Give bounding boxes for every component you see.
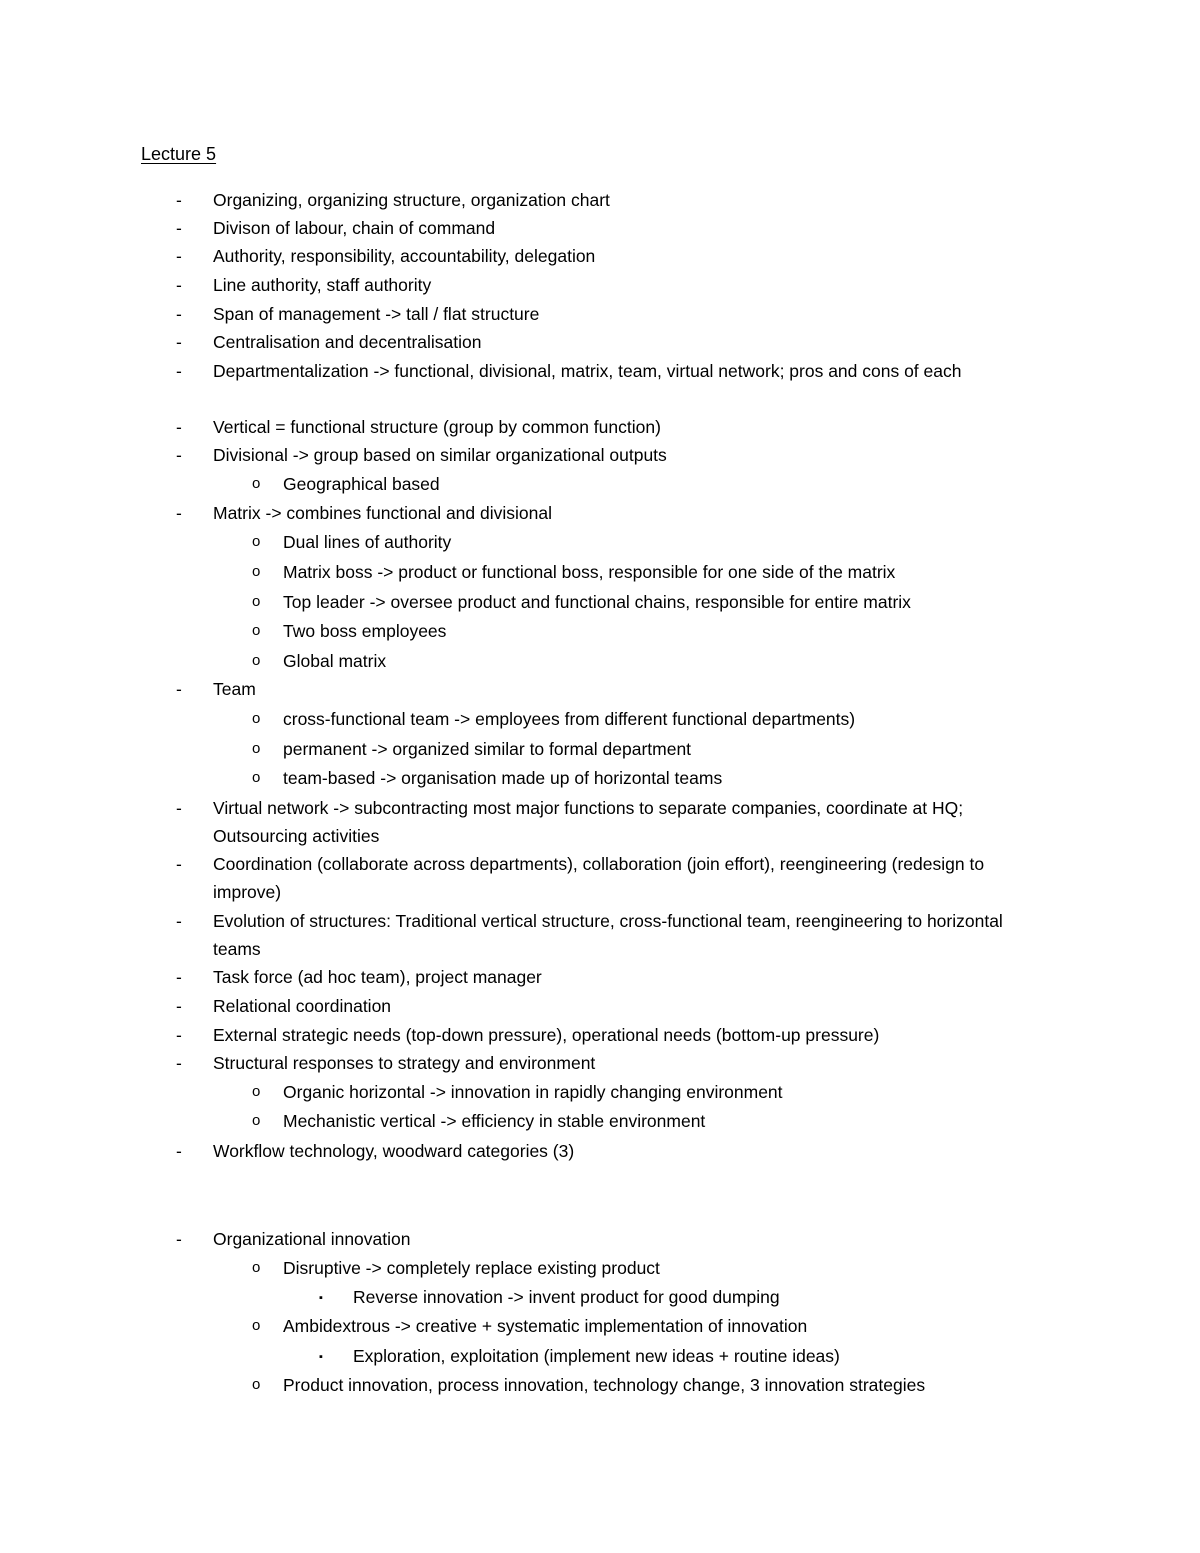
sub-list-item: o Mechanistic vertical -> efficiency in stable environment xyxy=(283,1107,705,1135)
dash-bullet: - xyxy=(176,417,182,437)
circle-bullet: o xyxy=(252,652,261,669)
dash-bullet: - xyxy=(176,911,182,931)
dash-bullet: - xyxy=(176,445,182,465)
list-item: - Structural responses to strategy and environment xyxy=(213,1049,595,1077)
circle-bullet: o xyxy=(252,740,261,757)
circle-bullet: o xyxy=(252,593,261,610)
list-item: - Centralisation and decentralisation xyxy=(213,328,482,356)
dash-bullet: - xyxy=(176,798,182,818)
dash-bullet: - xyxy=(176,246,182,266)
sub-list-item: o Two boss employees xyxy=(283,617,446,645)
dash-bullet: - xyxy=(176,996,182,1016)
circle-bullet: o xyxy=(252,1376,261,1393)
circle-bullet: o xyxy=(252,769,261,786)
sub-list-item: o Product innovation, process innovation, technology change, 3 innovation strategies xyxy=(283,1371,925,1399)
sub-list-item: o Geographical based xyxy=(283,470,440,498)
sub-list-item: o Dual lines of authority xyxy=(283,528,451,556)
dash-bullet: - xyxy=(176,361,182,381)
sub-sub-list-item: ▪ Exploration, exploitation (implement new ideas + routine ideas) xyxy=(353,1342,840,1370)
dash-bullet: - xyxy=(176,967,182,987)
dash-bullet: - xyxy=(176,190,182,210)
dash-bullet: - xyxy=(176,1025,182,1045)
list-item: - Virtual network -> subcontracting most major functions to separate companies, coordinate at HQ; Outsourcing activities xyxy=(213,794,1033,850)
list-item: - Task force (ad hoc team), project manager xyxy=(213,963,542,991)
dash-bullet: - xyxy=(176,1053,182,1073)
dash-bullet: - xyxy=(176,1229,182,1249)
sub-list-item: o cross-functional team -> employees from different functional departments) xyxy=(283,705,855,733)
circle-bullet: o xyxy=(252,1112,261,1129)
list-item: - Vertical = functional structure (group by common function) xyxy=(213,413,661,441)
list-item: - Authority, responsibility, accountability, delegation xyxy=(213,242,595,270)
circle-bullet: o xyxy=(252,1083,261,1100)
dash-bullet: - xyxy=(176,679,182,699)
list-item: - External strategic needs (top-down pressure), operational needs (bottom-up pressure) xyxy=(213,1021,879,1049)
circle-bullet: o xyxy=(252,475,261,492)
list-item: - Matrix -> combines functional and divisional xyxy=(213,499,552,527)
page-title: Lecture 5 xyxy=(141,144,217,164)
sub-sub-list-item: ▪ Reverse innovation -> invent product for good dumping xyxy=(353,1283,780,1311)
dash-bullet: - xyxy=(176,332,182,352)
sub-list-item: o Global matrix xyxy=(283,647,386,675)
dash-bullet: - xyxy=(176,503,182,523)
list-item: - Evolution of structures: Traditional vertical structure, cross-functional team, reengineering to horizontal teams xyxy=(213,907,1033,963)
sub-list-item: o Top leader -> oversee product and functional chains, responsible for entire matrix xyxy=(283,588,911,616)
sub-list-item: o team-based -> organisation made up of horizontal teams xyxy=(283,764,722,792)
list-item: - Divisional -> group based on similar organizational outputs xyxy=(213,441,667,469)
sub-list-item: o Disruptive -> completely replace existing product xyxy=(283,1254,660,1282)
list-item: - Relational coordination xyxy=(213,992,391,1020)
dash-bullet: - xyxy=(176,275,182,295)
list-item: - Line authority, staff authority xyxy=(213,271,431,299)
square-bullet: ▪ xyxy=(319,1351,323,1363)
list-item: - Span of management -> tall / flat structure xyxy=(213,300,539,328)
dash-bullet: - xyxy=(176,218,182,238)
circle-bullet: o xyxy=(252,533,261,550)
list-item: - Organizational innovation xyxy=(213,1225,411,1253)
list-item: - Team xyxy=(213,675,256,703)
list-item: - Workflow technology, woodward categories (3) xyxy=(213,1137,574,1165)
sub-list-item: o Organic horizontal -> innovation in rapidly changing environment xyxy=(283,1078,783,1106)
circle-bullet: o xyxy=(252,622,261,639)
circle-bullet: o xyxy=(252,563,261,580)
dash-bullet: - xyxy=(176,1141,182,1161)
list-item: - Coordination (collaborate across departments), collaboration (join effort), reengineering (redesign to improve) xyxy=(213,850,1033,906)
dash-bullet: - xyxy=(176,304,182,324)
sub-list-item: o Matrix boss -> product or functional boss, responsible for one side of the matrix xyxy=(283,558,895,586)
sub-list-item: o Ambidextrous -> creative + systematic implementation of innovation xyxy=(283,1312,807,1340)
square-bullet: ▪ xyxy=(319,1292,323,1304)
circle-bullet: o xyxy=(252,1259,261,1276)
dash-bullet: - xyxy=(176,854,182,874)
list-item: - Divison of labour, chain of command xyxy=(213,214,495,242)
list-item: - Organizing, organizing structure, organization chart xyxy=(213,186,610,214)
circle-bullet: o xyxy=(252,1317,261,1334)
circle-bullet: o xyxy=(252,710,261,727)
sub-list-item: o permanent -> organized similar to formal department xyxy=(283,735,691,763)
list-item: - Departmentalization -> functional, divisional, matrix, team, virtual network; pros and cons of each xyxy=(213,357,1033,385)
